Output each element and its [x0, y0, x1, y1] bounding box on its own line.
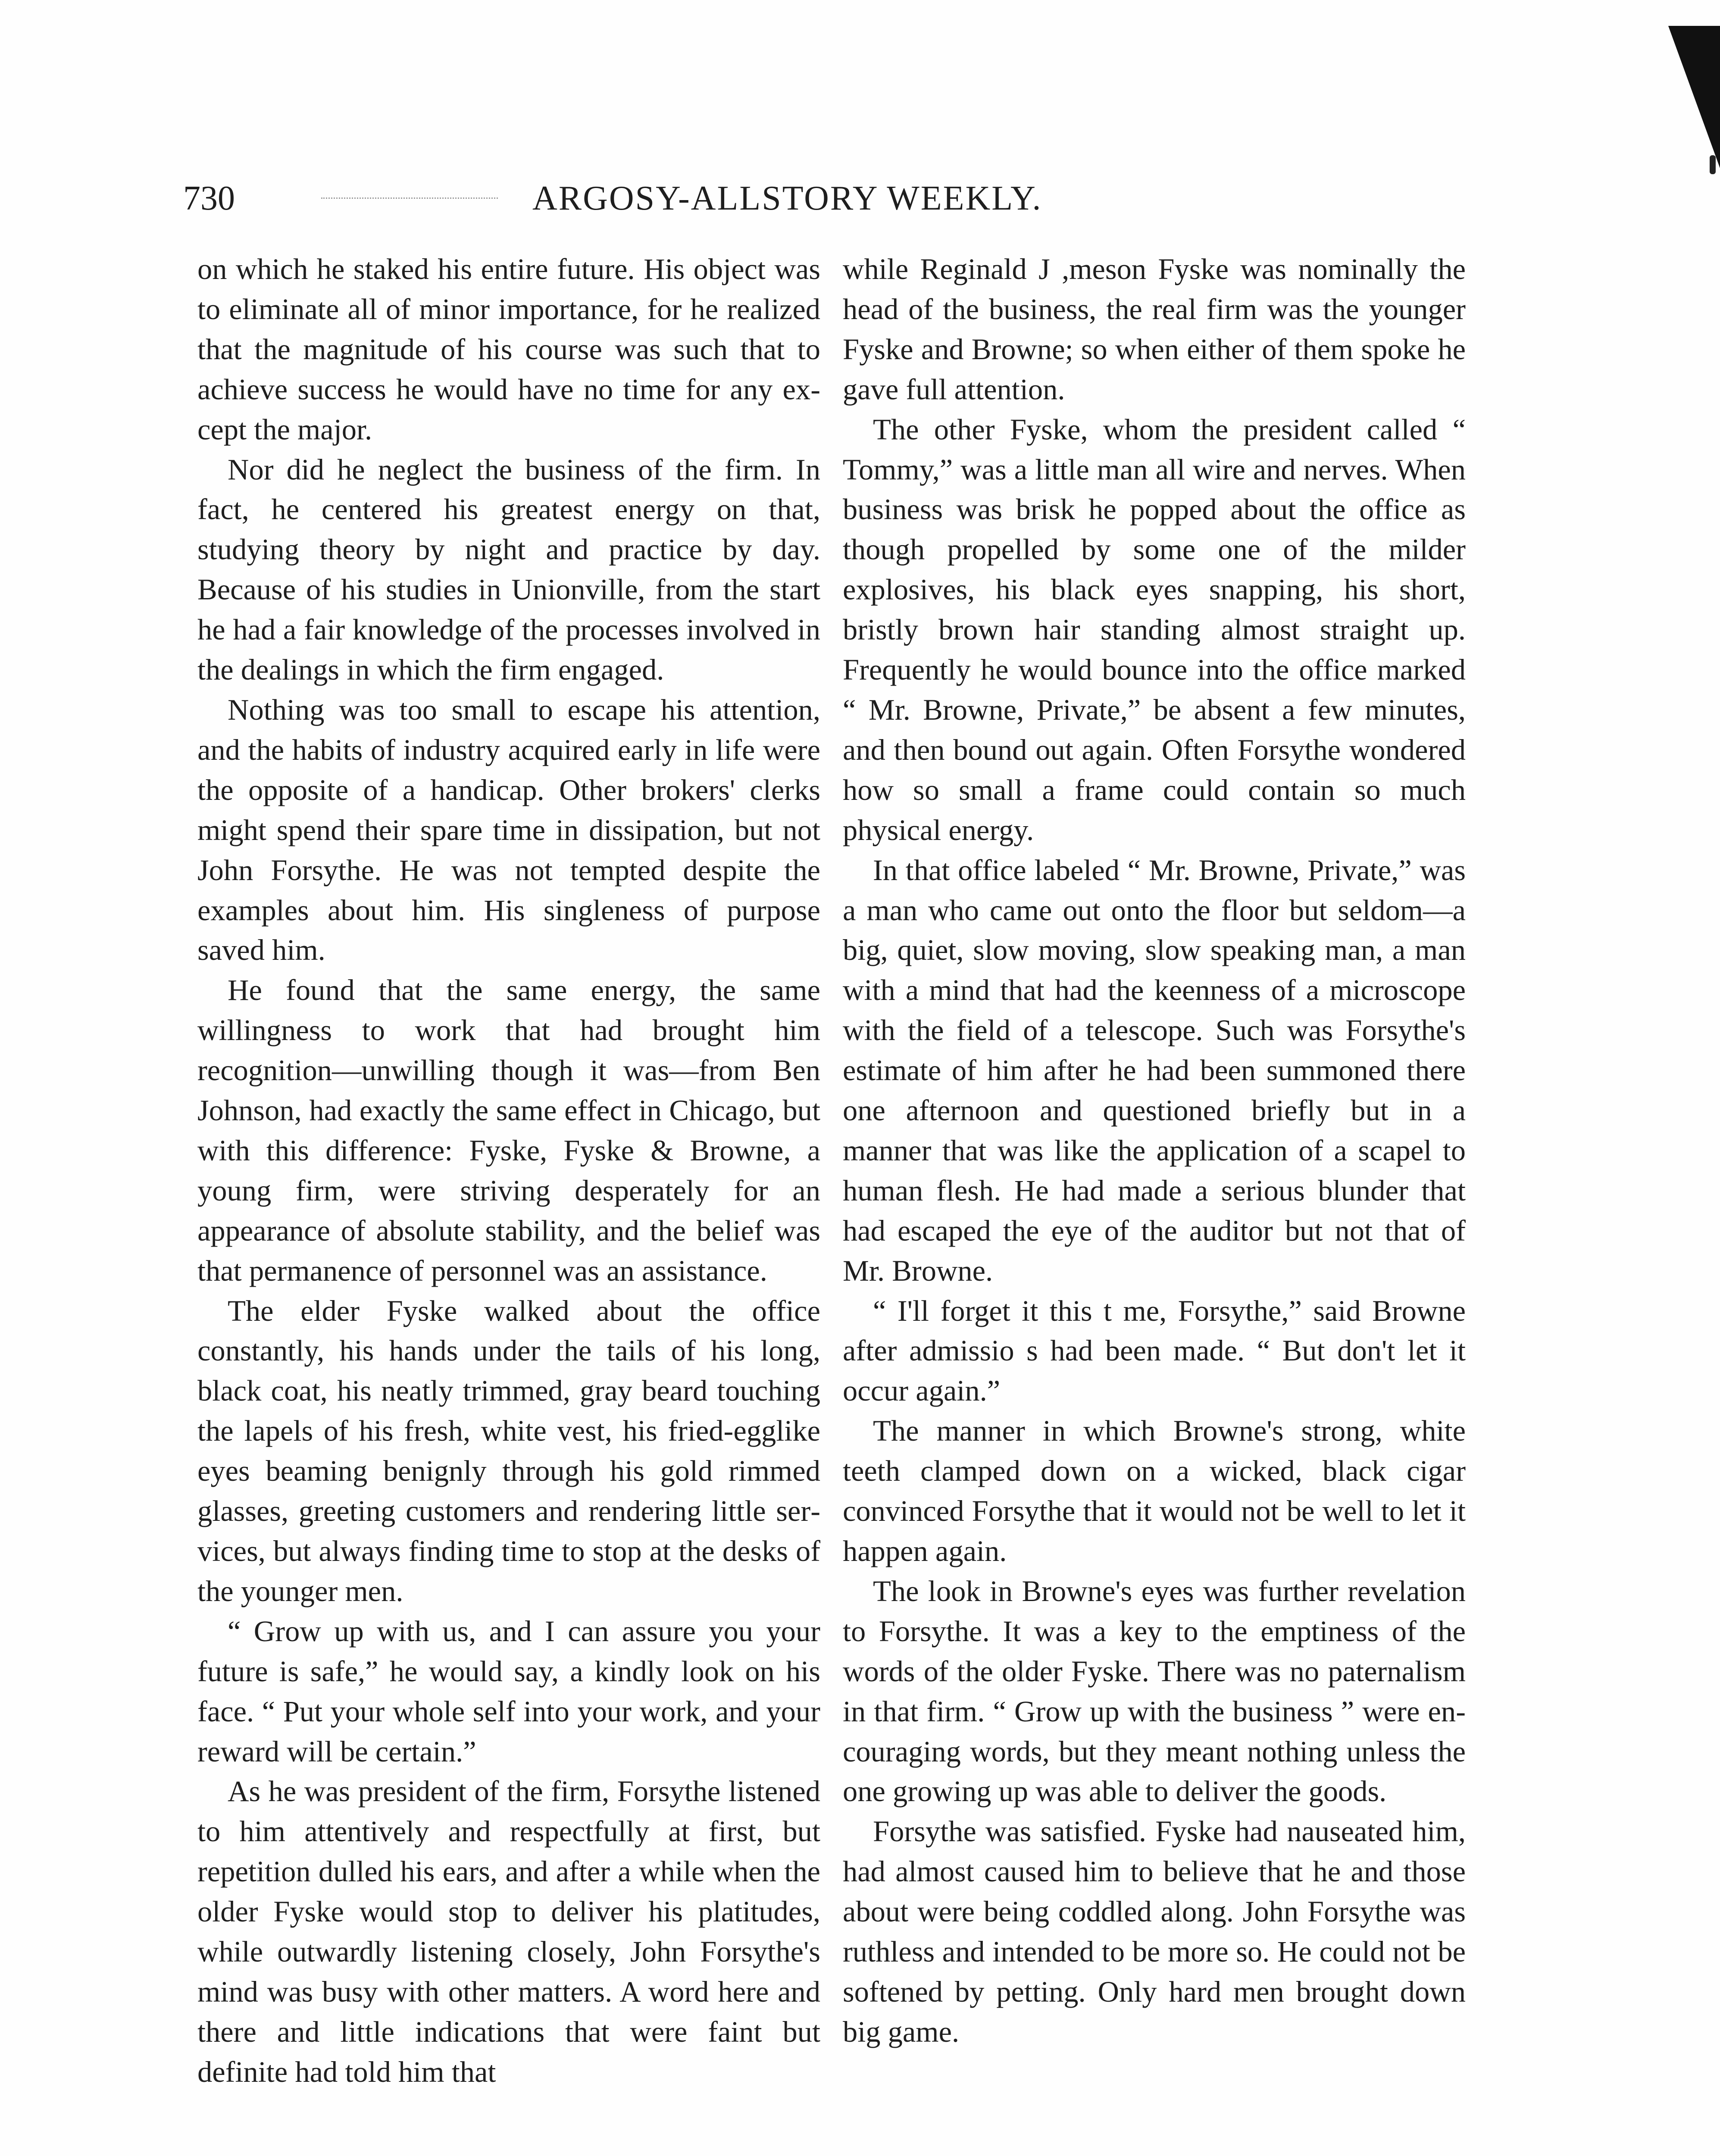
- paragraph: The manner in which Browne's strong, white teeth clamped down on a wicked, black cigar convinced Forsythe that it would not be well to let it happen again.: [843, 1414, 1466, 1567]
- paragraph: Nor did he neglect the business of the firm. In fact, he centered his greatest energy on that, studying theory by night and practice by day. Because of his studies in Unionville, from the start he had a fair knowledge of the processes involved in the dealings in which the firm engaged.: [197, 453, 820, 686]
- page-edge-scan-mark: [1668, 26, 1720, 168]
- left-column: [197, 249, 820, 2156]
- paragraph: on which he staked his entire future. His object was to eliminate all of minor importance, for he realized that the magnitude of his course was such that to achieve success he would have no time for any except the major.: [197, 253, 820, 446]
- paragraph: As he was president of the firm, Forsythe listened to him attentively and respectfully at first, but repetition dulled his ears, and after a while when the older Fyske would stop to deliver his platitudes, while outwardly listening closely, John Forsythe's mind was busy with other matters. A word here and there and little indications that were faint but definite had told him that: [197, 1775, 820, 2088]
- right-column: [843, 249, 1466, 2156]
- paragraph: The elder Fyske walked about the office constantly, his hands under the tails of his long, black coat, his neatly trimmed, gray beard touching the lapels of his fresh, white vest, his fried-egglike eyes beaming benignly through his gold rimmed glasses, greeting customers and rendering little services, but always finding time to stop at the desks of the younger men.: [197, 1294, 820, 1608]
- paragraph: Forsythe was satisfied. Fyske had nauseated him, had almost caused him to believe that he and those about were being coddled along. John Forsythe was ruthless and intended to be more so. He could not be softened by petting. Only hard men brought down big game.: [843, 1815, 1466, 2048]
- page-header: [183, 177, 1541, 220]
- running-head: ARGOSY-ALLSTORY WEEKLY.: [532, 179, 1042, 217]
- paragraph: The look in Browne's eyes was further revelation to Forsythe. It was a key to the emptiness of the words of the older Fyske. There was no paternalism in that firm. “ Grow up with the business ” were encouraging words, but they meant nothing unless the one growing up was able to deliver the goods.: [843, 1574, 1466, 1808]
- paragraph: “ I'll forget it this t me, Forsythe,” said Browne after admissio s had been made. “ But don't let it occur again.”: [843, 1294, 1466, 1407]
- paragraph: while Reginald J ,meson Fyske was nominally the head of the business, the real firm was the younger Fyske and Browne; so when either of them spoke he gave full attention.: [843, 253, 1466, 406]
- paragraph: The other Fyske, whom the president called “ Tommy,” was a little man all wire and nerves. When business was brisk he popped about the office as though propelled by some one of the milder explosives, his black eyes snapping, his short, bristly brown hair standing almost straight up. Frequently he would bounce into the office marked “ Mr. Browne, Private,” be absent a few minutes, and then bound out again. Often Forsythe wondered how so small a frame could contain so much physical energy.: [843, 413, 1466, 846]
- paragraph: “ Grow up with us, and I can assure you your future is safe,” he would say, a kindly look on his face. “ Put your whole self into your work, and your reward will be certain.”: [197, 1614, 820, 1768]
- page-number: 730: [183, 179, 235, 217]
- page-edge-scan-dot: [1710, 155, 1716, 174]
- paragraph: Nothing was too small to escape his attention, and the habits of industry acquired early in life were the opposite of a handicap. Other brokers' clerks might spend their spare time in dissipation, but not John Forsythe. He was not tempted despite the examples about him. His singleness of purpose saved him.: [197, 693, 820, 967]
- paragraph: He found that the same energy, the same willingness to work that had brought him recognition—unwilling though it was—from Ben Johnson, had exactly the same effect in Chicago, but with this difference: Fyske, Fyske & Browne, a young firm, were striving desperately for an appearance of absolute stability, and the belief was that permanence of personnel was an assistance.: [197, 974, 820, 1287]
- header-dotted-rule: [321, 197, 498, 199]
- paragraph: In that office labeled “ Mr. Browne, Private,” was a man who came out onto the floor but seldom—a big, quiet, slow moving, slow speaking man, a man with a mind that had the keenness of a microscope with the field of a telescope. Such was Forsythe's estimate of him after he had been summoned there one afternoon and questioned briefly but in a manner that was like the application of a scapel to human flesh. He had made a serious blunder that had escaped the eye of the auditor but not that of Mr. Browne.: [843, 853, 1466, 1287]
